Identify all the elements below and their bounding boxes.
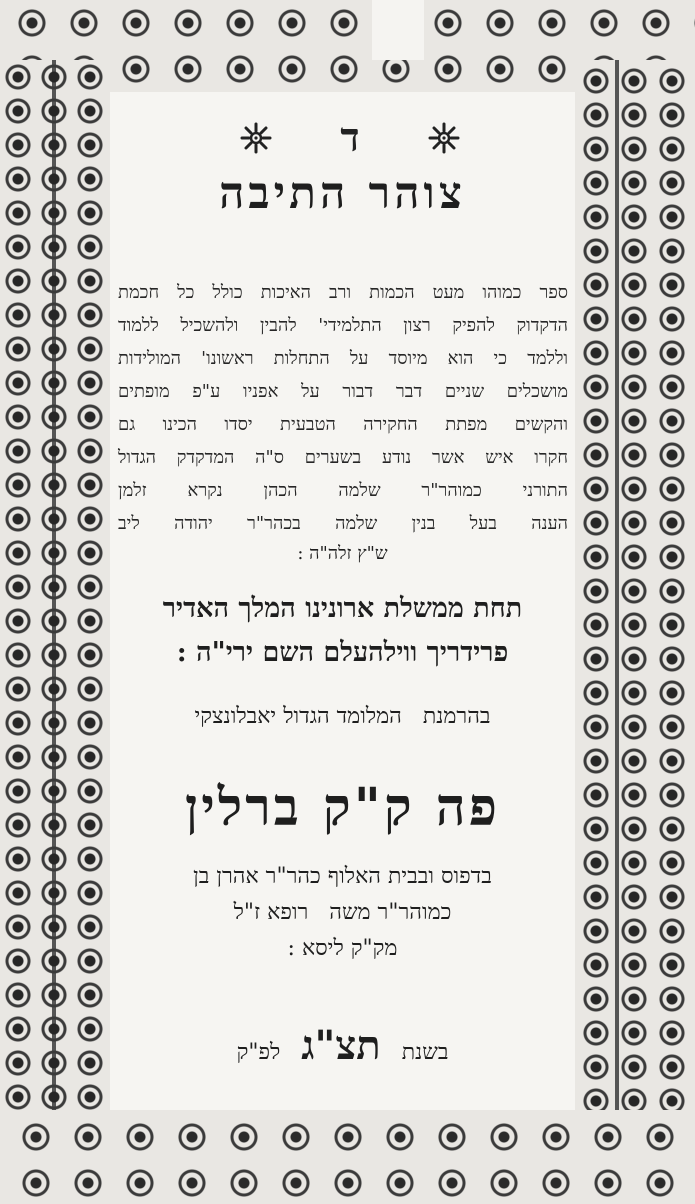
description-line: מושכלים שניים דבר דבור על אפניו ע"פ מופתים: [118, 381, 568, 402]
description-line: התורני כמוהר"ר שלמה הכהן נקרא זלמן: [118, 480, 568, 501]
year-prefix: בשנת: [401, 1040, 449, 1065]
ornament-letter: ד: [340, 114, 360, 161]
description-line: הדקדוק להפיק רצון התלמידי' להבין ולהשכיל ללמוד: [118, 315, 568, 336]
right-ornamental-border: [575, 60, 695, 1140]
star-ornament-icon: [428, 122, 460, 154]
title-ornament-row: [240, 114, 460, 161]
year-line: [110, 1022, 575, 1077]
reign-line: תחת ממשלת ארונינו המלך האדיר: [162, 593, 523, 624]
place-of-printing: פה ק"ק ברלין: [185, 777, 500, 838]
reign-line: פרידריך ווילהעלם השם ירי"ה :: [176, 637, 509, 668]
description-line: ש"ץ זלה"ה :: [297, 543, 388, 564]
description-line: ספר כמוהו מעט הכמות ורב האיכות כולל כל חכמת: [118, 282, 568, 303]
permission-line: בהרמנת המלומד הגדול יאבלונצקי: [194, 704, 491, 729]
description-line: וללמד כי הוא מיוסד על התחלות ראשונו' המולידות: [118, 348, 568, 369]
printer-line: בדפוס ובבית האלוף כהר"ר אהרן בן: [193, 864, 492, 889]
printer-line: כמוהר"ר משה רופא ז"ל: [233, 900, 452, 925]
year-value: תצ"ג: [301, 1022, 381, 1069]
left-ornamental-border: [0, 60, 110, 1140]
star-ornament-icon: [240, 122, 272, 154]
border-gap: [372, 0, 424, 60]
book-title: צוהר התיבה: [219, 168, 466, 219]
description-line: חקרו איש אשר נודע בשערים ס"ה המדקדק הגדול: [118, 447, 568, 468]
bottom-ornamental-border: [0, 1110, 695, 1204]
description-line: והקשים מפתת החקירה הטבעית יסדו הכינו גם: [118, 414, 568, 435]
year-suffix: לפ"ק: [236, 1040, 281, 1065]
description-line: הענה בעל בנין שלמה בכהר"ר יהודה ליב: [118, 513, 568, 534]
printer-line: מק"ק ליסא :: [287, 936, 398, 961]
